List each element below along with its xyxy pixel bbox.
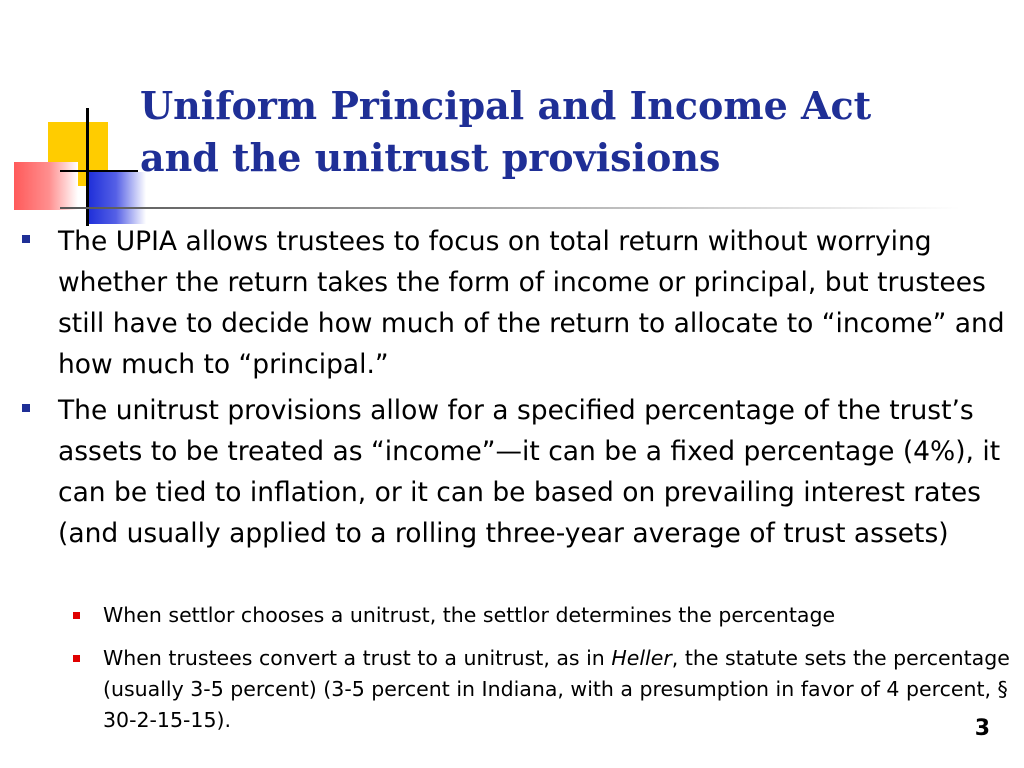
sub-bullet-item-1 xyxy=(103,600,1018,631)
title-divider xyxy=(60,207,960,209)
blue-square xyxy=(86,172,146,224)
sub-bullet-text-after: , the statute sets the percentage (usually 3-5 percent) (3-5 percent in Indiana, with a presumption in favor of 4 percent, § 30-2-15-15). xyxy=(103,646,1010,732)
title-line-2: and the unitrust provisions xyxy=(140,135,721,180)
title-line-1: Uniform Principal and Income Act xyxy=(140,83,872,128)
logo-horizontal-line xyxy=(60,170,138,172)
bullet-item-1 xyxy=(58,221,1006,385)
bullet-text: The UPIA allows trustees to focus on total return without worrying whether the return takes the form of income or principal, but trustees still have to decide how much of the return to allocate to “income” and how much to “principal.” xyxy=(58,226,1005,380)
square-bullet-icon xyxy=(22,235,30,243)
decorative-squares-logo xyxy=(0,0,160,240)
page-number: 3 xyxy=(974,716,990,741)
slide-title xyxy=(140,80,1000,184)
square-bullet-icon xyxy=(73,655,80,662)
square-bullet-icon xyxy=(73,612,80,619)
sub-bullet-text: When settlor chooses a unitrust, the settlor determines the percentage xyxy=(103,603,836,627)
sub-bullet-item-2 xyxy=(103,643,1018,736)
square-bullet-icon xyxy=(22,404,30,412)
case-name-heller: Heller xyxy=(611,646,672,670)
bullet-item-2 xyxy=(58,390,1006,554)
bullet-text: The unitrust provisions allow for a specified percentage of the trust’s assets to be treated as “income”—it can be a fixed percentage (4%), it can be tied to inflation, or it can be based on prevailing interest rates (and usually applied to a rolling three-year average of trust assets) xyxy=(58,395,1001,549)
sub-bullet-text-before: When trustees convert a trust to a unitrust, as in xyxy=(103,646,612,670)
